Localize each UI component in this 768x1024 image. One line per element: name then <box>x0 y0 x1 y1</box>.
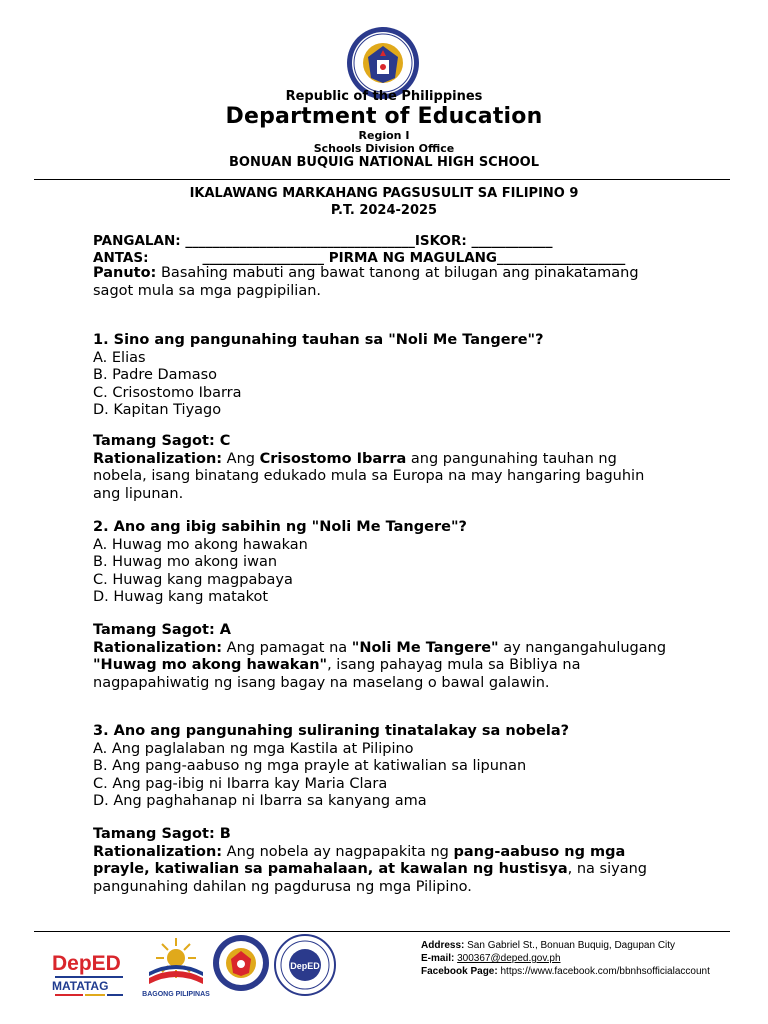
email-link[interactable]: 300367@deped.gov.ph <box>457 953 561 964</box>
choice-a: A. Huwag mo akong hawakan <box>93 536 308 553</box>
email-label: E-mail: <box>421 953 455 964</box>
rationalization-emphasis: pang-aabuso ng mga prayle, katiwalian sa pamahalaan, at kawalan ng hustisya <box>93 843 626 877</box>
instructions <box>93 265 673 300</box>
division-label: Schools Division Office <box>313 142 455 155</box>
choice-d: D. Kapitan Tiyago <box>93 402 222 418</box>
name-blank[interactable]: __________________________________ <box>185 233 415 249</box>
address-label: Address: <box>421 940 465 951</box>
parent-signature-blank[interactable]: ___________________ <box>497 250 626 266</box>
rationalization-text: , isang pahayag mula sa Bibliya na nagpapahiwatig ng isang bagay na maselang o bawal galawin. <box>93 657 581 691</box>
rationalization-text: , na siyang pangunahing dahilan ng pagdurusa ng mga Pilipino. <box>93 861 647 895</box>
score-blank[interactable]: ____________ <box>471 233 553 249</box>
choice-c: C. Ang pag-ibig ni Ibarra kay Maria Clara <box>93 775 388 792</box>
instructions-label: Panuto: <box>93 265 157 281</box>
school-seal-text: DepED <box>290 961 320 971</box>
correct-answer: Tamang Sagot: B <box>93 826 231 842</box>
choice-c: C. Huwag kang magpabaya <box>93 571 293 588</box>
division-seal-icon <box>212 934 270 992</box>
question-text: 1. Sino ang pangunahing tauhan sa "Noli Me Tangere"? <box>93 332 544 348</box>
choice-b: B. Padre Damaso <box>93 367 218 383</box>
rationalization <box>93 640 673 693</box>
rationalization-text: ay nangangahulugang <box>498 639 667 656</box>
answer-block-2 <box>93 622 673 692</box>
facebook-link[interactable]: https://www.facebook.com/bbnhsofficialaccount <box>497 966 710 977</box>
deped-logo-text: DepED <box>52 952 121 975</box>
footer-divider <box>34 931 730 932</box>
rationalization-text: Ang nobela ay nagpapakita ng <box>222 843 454 860</box>
rationalization <box>93 844 673 897</box>
matatag-logo-text: MATATAG <box>52 979 109 993</box>
question-text: 2. Ano ang ibig sabihin ng "Noli Me Tangere"? <box>93 519 467 535</box>
rationalization-text: ang pangunahing tauhan ng nobela, isang binatang edukado mula sa Europa na may hangaring baguhin ang lipunan. <box>93 450 645 502</box>
bagong-pilipinas-text: BAGONG PILIPINAS <box>142 991 210 998</box>
bagong-pilipinas-logo <box>141 934 211 1000</box>
rationalization-text: Ang <box>222 450 260 467</box>
rationalization-label: Rationalization: <box>93 843 223 860</box>
republic-label: Republic of the Philippines <box>285 89 483 104</box>
rationalization-label: Rationalization: <box>93 639 223 656</box>
correct-answer: Tamang Sagot: A <box>93 622 232 638</box>
choice-c: C. Crisostomo Ibarra <box>93 384 242 401</box>
bagong-pilipinas-icon <box>141 934 211 1000</box>
footer-email <box>421 953 561 964</box>
name-label: PANGALAN: <box>93 233 181 249</box>
question-text: 3. Ano ang pangunahing suliraning tinatalakay sa nobela? <box>93 723 570 739</box>
rationalization-emphasis: "Noli Me Tangere" <box>351 639 499 656</box>
question-block-3 <box>93 723 673 811</box>
rationalization-emphasis: "Huwag mo akong hawakan" <box>93 657 328 673</box>
score-label: ISKOR: <box>414 233 467 249</box>
choice-a: A. Elias <box>93 349 146 366</box>
school-year: P.T. 2024-2025 <box>330 203 438 218</box>
rationalization-emphasis: Crisostomo Ibarra <box>259 450 407 467</box>
choice-d: D. Ang paghahanap ni Ibarra sa kanyang ama <box>93 793 427 809</box>
question-block-1 <box>93 332 673 420</box>
address-value: San Gabriel St., Bonuan Buquig, Dagupan City <box>464 940 676 951</box>
rationalization <box>93 451 673 504</box>
question-block-2 <box>93 519 673 607</box>
school-name: BONUAN BUQUIG NATIONAL HIGH SCHOOL <box>229 155 539 170</box>
exam-title: IKALAWANG MARKAHANG PAGSUSULIT SA FILIPINO 9 <box>189 186 579 201</box>
rationalization-label: Rationalization: <box>93 450 223 467</box>
deped-matatag-logo <box>50 940 130 1000</box>
department-title: Department of Education <box>225 104 543 129</box>
footer-facebook <box>421 966 710 977</box>
rationalization-text: Ang pamagat na <box>222 639 352 656</box>
footer-address <box>421 940 675 951</box>
deped-logo-icon <box>50 940 130 1000</box>
choice-b: B. Huwag mo akong iwan <box>93 554 278 570</box>
region-label: Region I <box>358 129 410 142</box>
answer-block-1 <box>93 433 673 503</box>
school-seal-logo <box>273 934 337 996</box>
correct-answer: Tamang Sagot: C <box>93 433 231 449</box>
parent-signature-label: PIRMA NG MAGULANG <box>328 250 498 266</box>
grade-blank[interactable]: __________________ <box>202 250 324 266</box>
answer-block-3 <box>93 826 673 896</box>
grade-label: ANTAS: <box>93 250 149 266</box>
grade-parent-row <box>93 250 625 266</box>
instructions-text: Basahing mabuti ang bawat tanong at bilugan ang pinakatamang sagot mula sa mga pagpipilian. <box>93 265 639 299</box>
header-divider <box>34 179 730 180</box>
facebook-label: Facebook Page: <box>421 966 498 977</box>
choice-b: B. Ang pang-aabuso ng mga prayle at katiwalian sa lipunan <box>93 758 527 774</box>
name-score-row <box>93 233 552 249</box>
division-seal-logo <box>212 934 270 992</box>
school-seal-icon <box>273 934 337 996</box>
choice-d: D. Huwag kang matakot <box>93 589 269 605</box>
choice-a: A. Ang paglalaban ng mga Kastila at Pilipino <box>93 740 414 757</box>
